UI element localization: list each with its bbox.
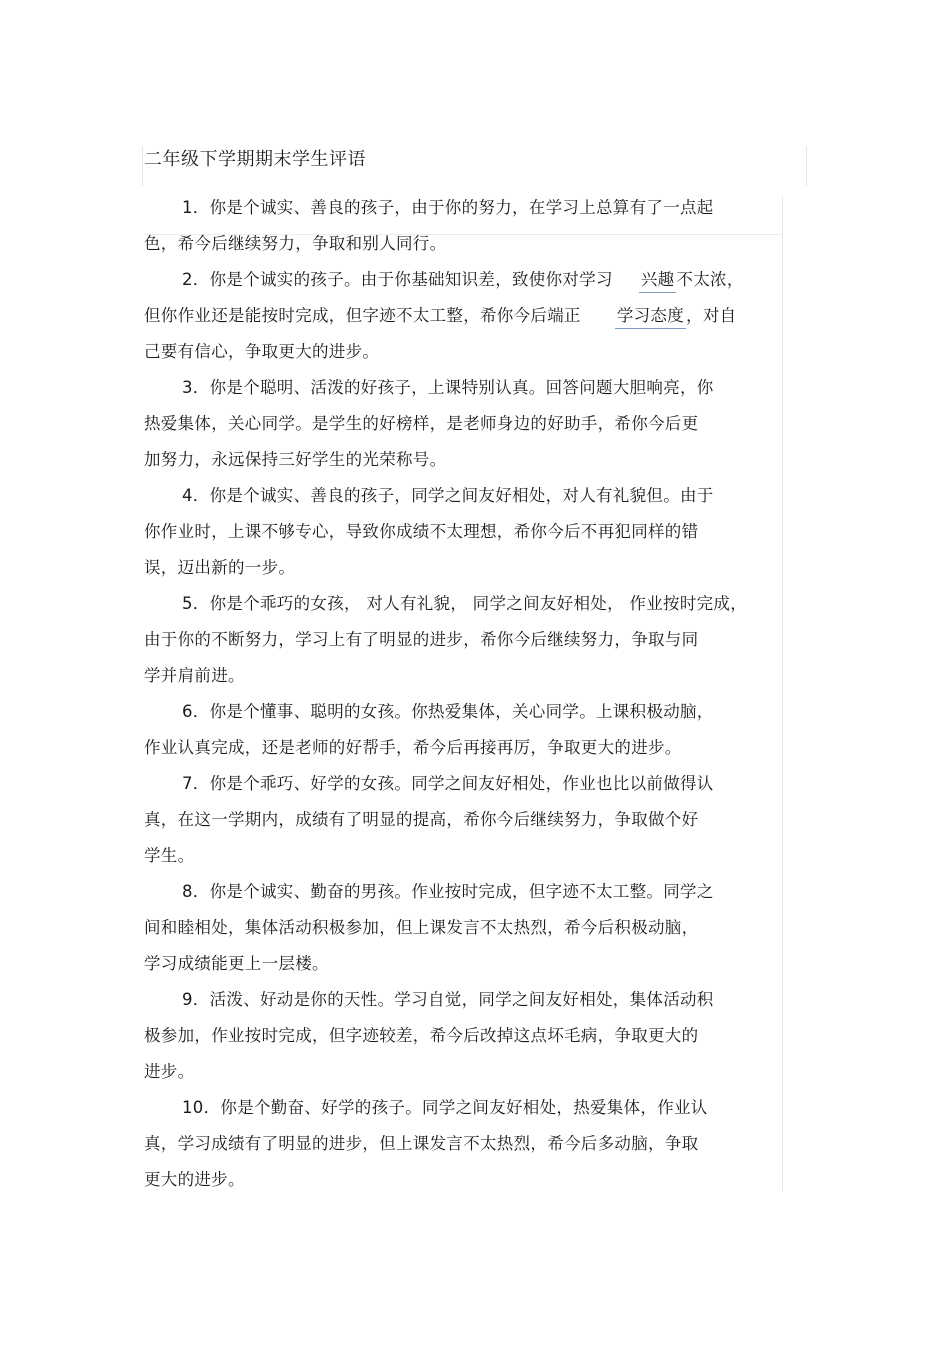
comment-line: 学习成绩能更上一层楼。: [144, 954, 329, 973]
comment-line: 间和睦相处，集体活动积极参加，但上课发言不太热烈，希今后积极动脑，: [144, 918, 699, 937]
comment-4: [144, 478, 784, 586]
frame-line-right-title: [806, 146, 807, 186]
underlined-word-attitude: 学习态度: [617, 298, 684, 334]
comment-2: [144, 262, 784, 370]
page-title: 二年级下学期期末学生评语: [144, 149, 366, 170]
comment-text: ，对自: [686, 306, 737, 325]
comment-line: 10．你是个勤奋、好学的孩子。同学之间友好相处，热爱集体，作业认: [182, 1098, 708, 1117]
comment-line: 误，迈出新的一步。: [144, 558, 296, 577]
comment-line: 学生。: [144, 846, 195, 865]
comment-line: 热爱集体，关心同学。是学生的好榜样，是老师身边的好助手，希你今后更: [144, 414, 699, 433]
comment-line: [144, 262, 784, 298]
frame-line-left: [142, 146, 143, 186]
comment-line: 7．你是个乖巧、好学的女孩。同学之间友好相处，作业也比以前做得认: [182, 774, 714, 793]
comment-text: 2．你是个诚实的孩子。由于你基础知识差，致使你对学习: [182, 270, 613, 289]
comment-line: 真，在这一学期内，成绩有了明显的提高，希你今后继续努力，争取做个好: [144, 810, 699, 829]
comment-5: [144, 586, 784, 694]
comment-line: 5．你是个乖巧的女孩， 对人有礼貌， 同学之间友好相处， 作业按时完成，: [182, 594, 748, 613]
comment-line: 加努力，永远保持三好学生的光荣称号。: [144, 450, 447, 469]
comment-text: 不太浓，: [676, 270, 744, 289]
comment-line: 3．你是个聪明、活泼的好孩子，上课特别认真。回答问题大胆响亮，你: [182, 378, 714, 397]
comment-7: [144, 766, 784, 874]
comment-line: 真，学习成绩有了明显的进步，但上课发言不太热烈，希今后多动脑，争取: [144, 1134, 699, 1153]
comment-line: 色，希今后继续努力，争取和别人同行。: [144, 234, 447, 253]
comment-line: 己要有信心，争取更大的进步。: [144, 342, 380, 361]
comment-9: [144, 982, 784, 1090]
comment-8: [144, 874, 784, 982]
comment-line: 4．你是个诚实、善良的孩子，同学之间友好相处，对人有礼貌但。由于: [182, 486, 714, 505]
comment-line: [144, 298, 784, 334]
comment-line: 你作业时，上课不够专心，导致你成绩不太理想，希你今后不再犯同样的错: [144, 522, 699, 541]
comment-line: 9．活泼、好动是你的天性。学习自觉，同学之间友好相处，集体活动积: [182, 990, 714, 1009]
comment-3: [144, 370, 784, 478]
comment-line: 1．你是个诚实、善良的孩子，由于你的努力，在学习上总算有了一点起: [182, 198, 714, 217]
comment-line: 8．你是个诚实、勤奋的男孩。作业按时完成，但字迹不太工整。同学之: [182, 882, 714, 901]
comment-line: 6．你是个懂事、聪明的女孩。你热爱集体，关心同学。上课积极动脑，: [182, 702, 714, 721]
comment-line: 学并肩前进。: [144, 666, 245, 685]
comment-line: 极参加，作业按时完成，但字迹较差，希今后改掉这点坏毛病，争取更大的: [144, 1026, 699, 1045]
underlined-word-interest: 兴趣: [641, 262, 675, 298]
comment-line: 更大的进步。: [144, 1170, 245, 1189]
comment-line: 作业认真完成，还是老师的好帮手，希今后再接再厉，争取更大的进步。: [144, 738, 682, 757]
comment-1: [144, 190, 784, 262]
comment-line: 进步。: [144, 1062, 195, 1081]
comment-text: 但你作业还是能按时完成，但字迹不太工整，希你今后端正: [144, 306, 581, 325]
comment-line: 由于你的不断努力，学习上有了明显的进步，希你今后继续努力，争取与同: [144, 630, 699, 649]
comment-6: [144, 694, 784, 766]
comment-10: [144, 1090, 784, 1198]
